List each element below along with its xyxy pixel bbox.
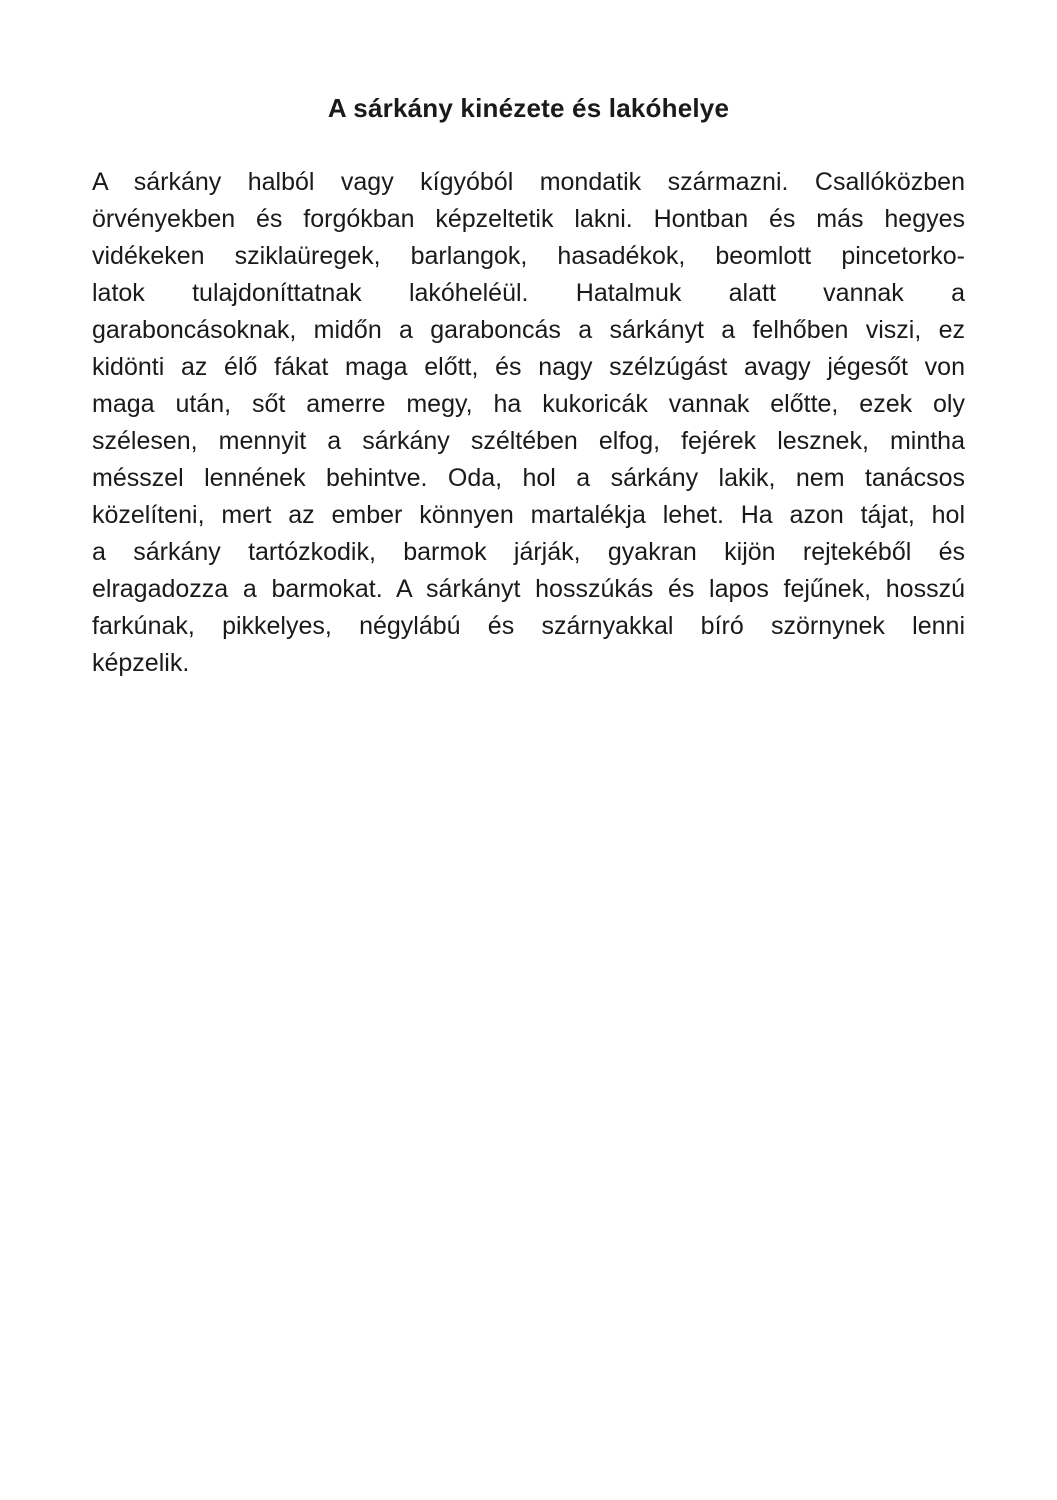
text-line: mésszel lennének behintve. Oda, hol a sárkány lakik, nem tanácsos <box>92 464 965 492</box>
text-line: elragadozza a barmokat. A sárkányt hosszúkás és lapos fejűnek, hosszú <box>92 575 965 603</box>
text-line: szélesen, mennyit a sárkány széltében elfog, fejérek lesznek, mintha <box>92 427 965 455</box>
text-line: A sárkány halból vagy kígyóból mondatik származni. Csallóközben <box>92 168 965 196</box>
document-title: A sárkány kinézete és lakóhelye <box>327 93 730 123</box>
text-line: latok tulajdoníttatnak lakóheléül. Hatalmuk alatt vannak a <box>92 279 965 307</box>
text-line: a sárkány tartózkodik, barmok járják, gyakran kijön rejtekéből és <box>92 538 965 566</box>
body-paragraph <box>92 164 965 682</box>
text-line: maga után, sőt amerre megy, ha kukoricák vannak előtte, ezek oly <box>92 390 965 418</box>
text-line: kidönti az élő fákat maga előtt, és nagy szélzúgást avagy jégesőt von <box>92 353 965 381</box>
text-line: képzelik. <box>92 649 190 677</box>
text-line: örvényekben és forgókban képzeltetik lakni. Hontban és más hegyes <box>92 205 965 233</box>
text-line: farkúnak, pikkelyes, négylábú és szárnyakkal bíró szörnynek lenni <box>92 612 965 640</box>
text-line: közelíteni, mert az ember könnyen martalékja lehet. Ha azon tájat, hol <box>92 501 965 529</box>
text-line: garaboncásoknak, midőn a garaboncás a sárkányt a felhőben viszi, ez <box>92 316 965 344</box>
text-line: vidékeken sziklaüregek, barlangok, hasadékok, beomlott pincetorko- <box>92 242 965 270</box>
